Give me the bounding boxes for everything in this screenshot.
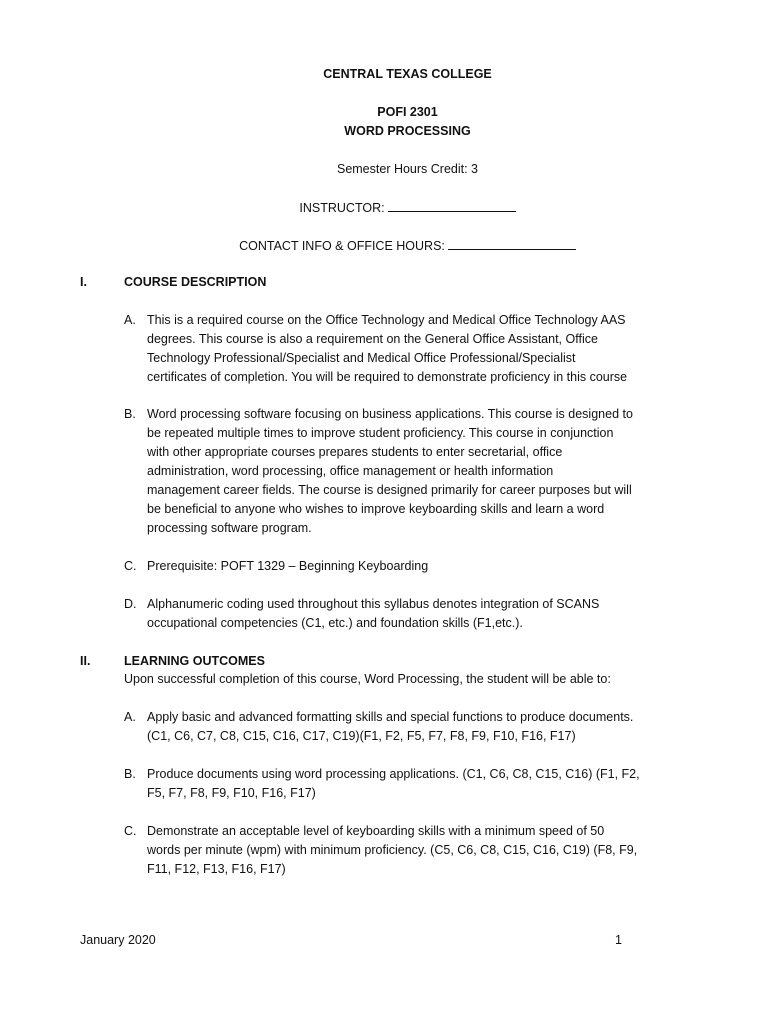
contact-line	[0, 237, 770, 254]
list-item	[124, 595, 694, 633]
instructor-label: INSTRUCTOR:	[299, 201, 385, 215]
section-number: I.	[80, 275, 87, 289]
contact-label: CONTACT INFO & OFFICE HOURS:	[239, 239, 445, 253]
item-letter: C.	[124, 559, 137, 573]
item-letter: C.	[124, 824, 137, 838]
list-item	[124, 557, 694, 576]
list-item	[124, 822, 694, 879]
item-text: Alphanumeric coding used throughout this syllabus denotes integration of SCANS occupational competencies (C1, etc.) and foundation skills (F1,etc.).	[147, 597, 600, 630]
item-text: Demonstrate an acceptable level of keyboarding skills with a minimum speed of 50 words per minute (wpm) with minimum proficiency. (C5, C6, C8, C15, C16, C19) (F8, F9, F11, F12, F13, F16, F17)	[147, 824, 638, 876]
item-text: This is a required course on the Office Technology and Medical Office Technology AAS degrees. This course is also a requirement on the General Office Assistant, Office Technology Professional/Specialist and Medical Office Professional/Specialist certificates of completion. You will be required to demonstrate proficiency in this course	[147, 313, 628, 384]
footer-date: January 2020	[80, 933, 156, 947]
list-item	[124, 708, 694, 746]
item-text: Produce documents using word processing applications. (C1, C6, C8, C15, C16) (F1, F2, F5, F7, F8, F9, F10, F16, F17)	[147, 767, 640, 800]
list-item	[124, 405, 694, 538]
section-title: COURSE DESCRIPTION	[124, 275, 267, 289]
section-number: II.	[80, 654, 91, 668]
item-letter: B.	[124, 407, 136, 421]
item-letter: B.	[124, 767, 136, 781]
instructor-blank-line	[388, 199, 516, 212]
list-item	[124, 311, 694, 387]
item-letter: A.	[124, 313, 136, 327]
section-intro: Upon successful completion of this course, Word Processing, the student will be able to:	[124, 672, 611, 686]
semester-credit: Semester Hours Credit: 3	[336, 162, 479, 176]
instructor-line	[0, 199, 770, 216]
item-letter: A.	[124, 710, 136, 724]
item-text: Prerequisite: POFT 1329 – Beginning Keyboarding	[147, 559, 429, 573]
section-title: LEARNING OUTCOMES	[124, 654, 265, 668]
list-item	[124, 765, 694, 803]
college-name: CENTRAL TEXAS COLLEGE	[323, 67, 492, 81]
contact-blank-line	[448, 237, 576, 250]
page-number: 1	[615, 933, 622, 947]
course-code: POFI 2301	[377, 105, 438, 119]
item-text: Word processing software focusing on business applications. This course is designed to be repeated multiple times to improve student proficiency. This course in conjunction with other appropriate courses prepares students to enter secretarial, office administration, word processing, office management or health information management career fields. The course is designed primarily for career purposes but will be beneficial to anyone who wishes to improve keyboarding skills and learn a word processing software program.	[147, 407, 633, 535]
item-text: Apply basic and advanced formatting skills and special functions to produce documents. (C1, C6, C7, C8, C15, C16, C17, C19)(F1, F2, F5, F7, F8, F9, F10, F16, F17)	[147, 710, 634, 743]
course-name: WORD PROCESSING	[344, 124, 471, 138]
item-letter: D.	[124, 597, 137, 611]
